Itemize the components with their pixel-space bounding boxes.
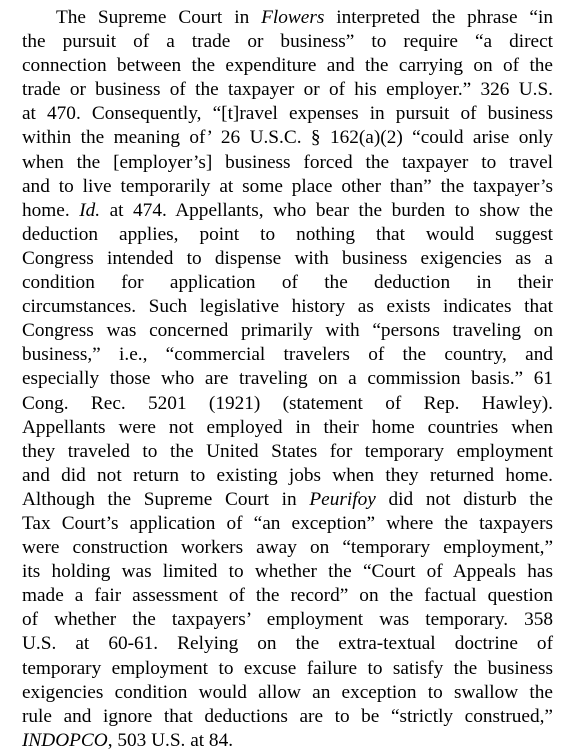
italic-citation: INDOPCO [22, 729, 108, 751]
text-line [22, 416, 553, 440]
text-line [22, 6, 553, 30]
text-line [22, 464, 553, 488]
text-line [22, 30, 553, 54]
text-line [22, 247, 553, 271]
text-segment: Cong. Rec. 5201 (1921) (statement of Rep. Hawley). [22, 392, 553, 414]
text-segment: Appellants were not employed in their home countries when [22, 416, 553, 438]
document-page [22, 6, 553, 753]
text-segment: Although the Supreme Court in [22, 488, 310, 510]
text-line [22, 705, 553, 729]
text-segment: the pursuit of a trade or business” to require “a direct [22, 31, 553, 53]
text-segment: made a fair assessment of the record” on the factual question [22, 585, 553, 607]
italic-citation: Flowers [261, 7, 325, 28]
text-segment: The Supreme Court in [56, 7, 262, 28]
text-line [22, 271, 553, 295]
text-segment: at 470. Consequently, “[t]ravel expenses in pursuit of business [22, 103, 553, 125]
text-segment: and did not return to existing jobs when they returned home. [22, 464, 553, 486]
text-segment: Congress was concerned primarily with “persons traveling on [22, 320, 553, 342]
text-line [22, 729, 553, 753]
text-line [22, 440, 553, 464]
text-line [22, 632, 553, 656]
text-segment: home. [22, 199, 80, 221]
text-line [22, 367, 553, 391]
text-segment: condition for application of the deduction in their [22, 272, 553, 294]
text-segment: interpreted the phrase “in [324, 7, 553, 28]
text-segment: its holding was limited to whether the “Court of Appeals has [22, 561, 553, 583]
text-line [22, 343, 553, 367]
text-segment: within the meaning of’ 26 U.S.C. § 162(a)(2) “could arise only [22, 127, 553, 149]
text-line [22, 608, 553, 632]
text-segment: at 474. Appellants, who bear the burden to show the [100, 199, 553, 221]
text-line [22, 512, 553, 536]
text-segment: deduction applies, point to nothing that would suggest [22, 223, 553, 245]
text-segment: when the [employer’s] business forced the taxpayer to travel [22, 151, 553, 173]
text-segment: especially those who are traveling on a commission basis.” 61 [22, 368, 553, 390]
text-segment: temporary employment to excuse failure to satisfy the business [22, 657, 553, 679]
text-segment: U.S. at 60-61. Relying on the extra-textual doctrine of [22, 633, 553, 655]
text-segment: were construction workers away on “temporary employment,” [22, 537, 553, 559]
text-segment: circumstances. Such legislative history as exists indicates that [22, 296, 553, 318]
text-line [22, 584, 553, 608]
italic-citation: Id. [79, 199, 101, 221]
text-segment: Congress intended to dispense with business exigencies as a [22, 247, 553, 269]
text-line [22, 126, 553, 150]
text-segment: rule and ignore that deductions are to be “strictly construed,” [22, 705, 553, 727]
text-line [22, 681, 553, 705]
text-line [22, 102, 553, 126]
text-line [22, 78, 553, 102]
text-line [22, 392, 553, 416]
text-line [22, 488, 553, 512]
text-segment: trade or business of the taxpayer or of his employer.” 326 U.S. [22, 79, 553, 101]
text-line [22, 223, 553, 247]
text-segment: of whether the taxpayers’ employment was temporary. 358 [22, 609, 553, 631]
text-segment: and to live temporarily at some place other than” the taxpayer’s [22, 175, 553, 197]
text-segment: exigencies condition would allow an exception to swallow the [22, 681, 553, 703]
text-line [22, 319, 553, 343]
text-segment: Tax Court’s application of “an exception” where the taxpayers [22, 512, 553, 534]
text-line [22, 151, 553, 175]
text-segment: business,” i.e., “commercial travelers of the country, and [22, 344, 553, 366]
text-line [22, 295, 553, 319]
text-line [22, 560, 553, 584]
text-line [22, 657, 553, 681]
text-segment: did not disturb the [375, 488, 553, 510]
text-line [22, 536, 553, 560]
text-segment: they traveled to the United States for temporary employment [22, 440, 553, 462]
text-line [22, 199, 553, 223]
body-paragraph [22, 6, 553, 753]
text-line [22, 54, 553, 78]
text-segment: connection between the expenditure and the carrying on of the [22, 55, 553, 77]
italic-citation: Peurifoy [309, 488, 376, 510]
text-segment: , 503 U.S. at 84. [107, 729, 234, 751]
text-line [22, 175, 553, 199]
